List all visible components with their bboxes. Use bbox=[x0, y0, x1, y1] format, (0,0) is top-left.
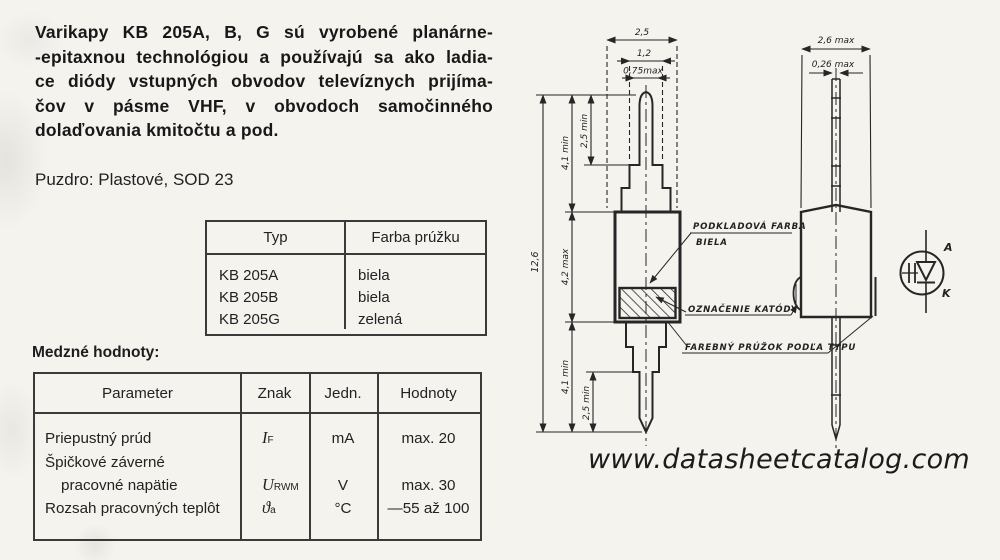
diode-triangle bbox=[917, 262, 935, 280]
dim-width-lead: 0,75max bbox=[623, 66, 663, 77]
intro-paragraph bbox=[35, 20, 493, 143]
table-cell: biela bbox=[344, 255, 485, 285]
table-cell: KB 205A bbox=[219, 267, 279, 284]
side-view bbox=[794, 36, 876, 448]
param-value: max. 20 bbox=[401, 429, 456, 447]
type-table-header-farba: Farba prúžku bbox=[344, 222, 485, 255]
limits-title: Medzné hodnoty: bbox=[32, 344, 160, 361]
type-table-header-typ: Typ bbox=[207, 222, 344, 255]
param-value: max. 30 bbox=[401, 476, 456, 494]
table-row bbox=[35, 451, 480, 473]
dim-lead-top: 4,1 min bbox=[561, 135, 571, 171]
table-cell: KB 205G bbox=[219, 311, 280, 328]
table-cell: KB 205B bbox=[219, 289, 279, 306]
label-base-color-2: BIELA bbox=[696, 238, 728, 248]
limits-table bbox=[33, 372, 482, 541]
type-table bbox=[205, 220, 487, 336]
table-row bbox=[35, 474, 480, 496]
param-unit: V bbox=[337, 476, 349, 494]
limits-header-jedn: Jedn. bbox=[324, 384, 362, 402]
table-row bbox=[35, 497, 480, 519]
front-view bbox=[530, 28, 873, 446]
label-base-color: PODKLADOVÁ FARBA bbox=[693, 222, 807, 232]
param-name: Priepustný prúd bbox=[45, 429, 152, 447]
param-name: Rozsah pracovných teplôt bbox=[45, 499, 220, 517]
dim-lead-bottom: 4,1 min bbox=[561, 359, 571, 395]
label-stripe: FAREBNÝ PRÚŽOK PODĽA TYPU bbox=[685, 343, 857, 353]
intro-line: dolaďovania kmitočtu a pod. bbox=[35, 120, 279, 140]
dim-lead-bottom-inner: 2,5 min bbox=[582, 385, 592, 421]
intro-line: -epitaxnou technológiou a používajú sa ako ladia- bbox=[35, 46, 493, 67]
param-unit: mA bbox=[331, 429, 355, 447]
param-symbol: I F bbox=[262, 428, 274, 447]
dim-side-width: 2,6 max bbox=[817, 36, 855, 46]
dim-overall: 12,6 bbox=[530, 251, 541, 273]
watermark-url: www.datasheetcatalog.com bbox=[588, 444, 971, 475]
param-symbol: U RWM bbox=[262, 475, 299, 494]
label-cathode-mark: OZNAČENIE KATÓDY bbox=[688, 305, 798, 315]
intro-line: ce diódy vstupných obvodov televíznych prijíma- bbox=[35, 71, 493, 91]
intro-line: čov v pásme VHF, v obvodoch samočinného bbox=[35, 95, 493, 116]
param-value: —55 až 100 bbox=[387, 499, 470, 517]
dim-lines-top bbox=[607, 40, 677, 208]
limits-header-znak: Znak bbox=[257, 384, 292, 402]
case-line: Puzdro: Plastové, SOD 23 bbox=[35, 170, 234, 189]
intro-line: Varikapy KB 205A, B, G sú vyrobené planárne- bbox=[35, 22, 493, 42]
dim-width-mid: 1,2 bbox=[636, 49, 652, 59]
package-drawing bbox=[530, 0, 1000, 480]
param-name: Špičkové záverné bbox=[45, 453, 165, 471]
dim-lead-top-inner: 2,5 min bbox=[580, 113, 590, 149]
dim-width-outer: 2,5 bbox=[634, 28, 650, 38]
limits-header-parameter: Parameter bbox=[102, 384, 173, 402]
table-cell: zelená bbox=[344, 307, 485, 329]
table-cell: biela bbox=[344, 285, 485, 307]
dim-body: 4,2 max bbox=[561, 248, 571, 286]
table-row bbox=[35, 427, 480, 449]
param-symbol: ϑ a bbox=[262, 498, 276, 517]
limits-header-hodnoty: Hodnoty bbox=[400, 384, 457, 402]
dim-side-lead: 0,26 max bbox=[811, 60, 855, 70]
cathode-label: K bbox=[942, 287, 951, 300]
param-name: pracovné napätie bbox=[61, 476, 178, 494]
limits-table-header bbox=[35, 374, 480, 414]
varicap-symbol bbox=[901, 230, 953, 313]
anode-label: A bbox=[944, 241, 953, 254]
param-unit: °C bbox=[334, 499, 352, 517]
